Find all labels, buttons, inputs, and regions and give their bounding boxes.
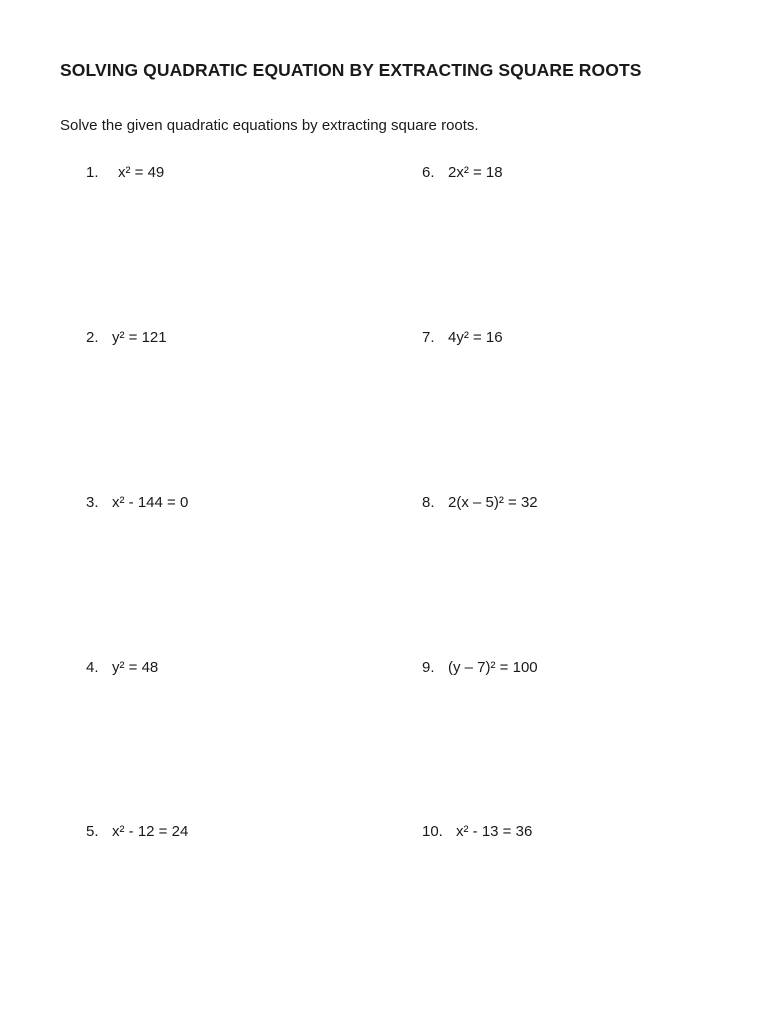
problem-number: 4. — [86, 659, 99, 676]
problem-equation: 4y² = 16 — [448, 329, 503, 346]
problem-number: 5. — [86, 823, 99, 840]
problem-5 — [86, 823, 188, 840]
problem-number: 10. — [422, 823, 443, 840]
problem-equation: x² - 144 = 0 — [112, 494, 189, 511]
worksheet-instructions: Solve the given quadratic equations by extracting square roots. — [60, 117, 479, 134]
problem-equation: x² - 13 = 36 — [456, 823, 533, 840]
problem-number: 7. — [422, 329, 435, 346]
problem-2 — [86, 329, 167, 346]
problem-number: 9. — [422, 659, 435, 676]
problem-9 — [422, 659, 538, 676]
problem-8 — [422, 494, 538, 511]
problem-3 — [86, 494, 188, 511]
problem-number: 8. — [422, 494, 435, 511]
worksheet-title: SOLVING QUADRATIC EQUATION BY EXTRACTING SQUARE ROOTS — [60, 60, 642, 80]
problem-equation: y² = 121 — [112, 329, 167, 346]
problem-equation: y² = 48 — [112, 659, 159, 676]
problem-number: 6. — [422, 164, 435, 181]
problem-6 — [422, 164, 503, 181]
problem-1 — [86, 164, 164, 181]
problem-equation: 2x² = 18 — [448, 164, 503, 181]
problem-equation: 2(x – 5)² = 32 — [448, 494, 538, 511]
problem-equation: (y – 7)² = 100 — [448, 659, 538, 676]
problem-10 — [422, 823, 532, 840]
problem-number: 2. — [86, 329, 99, 346]
problem-equation: x² - 12 = 24 — [112, 823, 189, 840]
problem-number: 1. — [86, 164, 99, 181]
problem-equation: x² = 49 — [118, 164, 165, 181]
problem-7 — [422, 329, 503, 346]
problem-number: 3. — [86, 494, 99, 511]
problem-4 — [86, 659, 158, 676]
